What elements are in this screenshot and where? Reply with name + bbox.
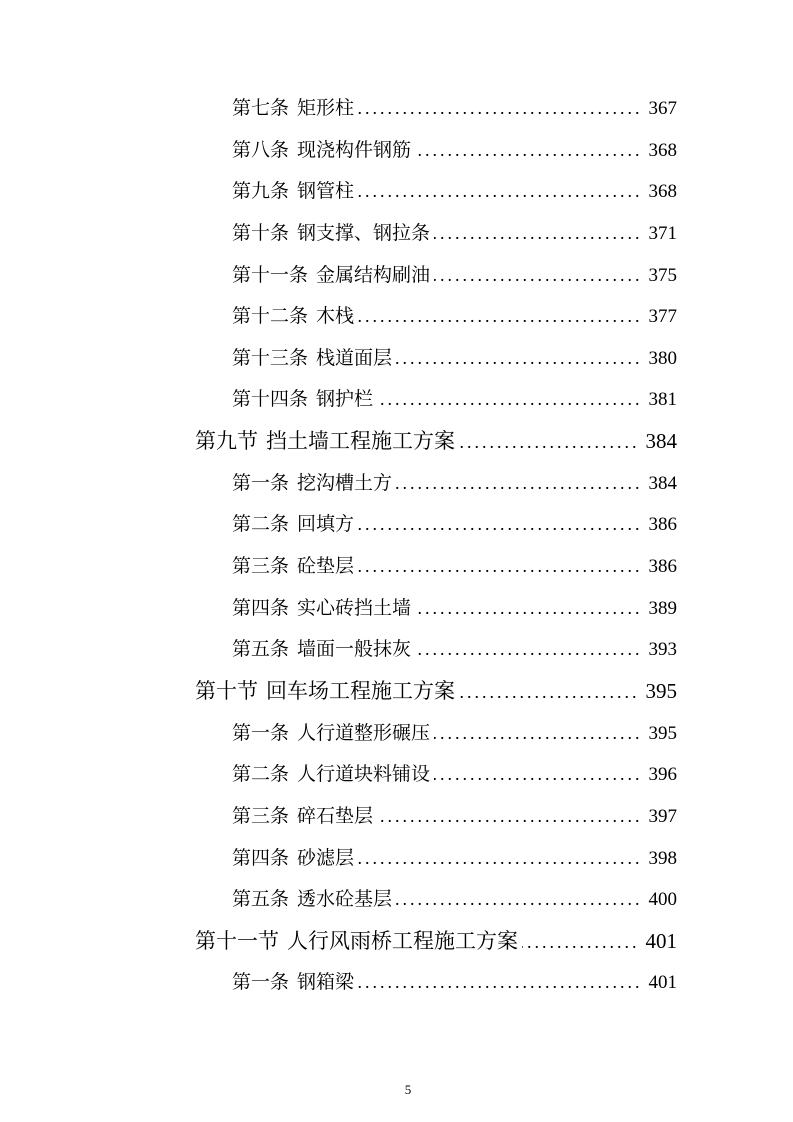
toc-entry-label: 第十一条: [232, 264, 309, 286]
toc-entry-page-number: 398: [648, 847, 677, 869]
toc-entry: [195, 171, 677, 213]
toc-entry-page-number: 401: [645, 928, 677, 953]
toc-entry: [195, 629, 677, 671]
dot-leader: [358, 88, 642, 130]
toc-entry-label: 第一条: [232, 722, 290, 744]
dot-leader: [434, 754, 642, 796]
dot-leader: [358, 171, 642, 213]
toc-entry: [195, 213, 677, 255]
toc-entry-title: 砼垫层: [297, 556, 355, 578]
dot-leader: [377, 796, 642, 838]
toc-entry-title: 实心砖挡土墙: [297, 597, 412, 619]
toc-entry-page-number: 389: [648, 597, 677, 619]
toc-entry-title: 挡土墙工程施工方案: [266, 429, 455, 454]
toc-entry-title: 砂滤层: [297, 847, 355, 869]
toc-entry-page-number: 384: [648, 472, 677, 494]
toc-entry-page-number: 393: [648, 639, 677, 661]
toc-entry-page-number: 400: [648, 889, 677, 911]
toc-entry-title: 回填方: [297, 514, 355, 536]
toc-entry-page-number: 380: [648, 347, 677, 369]
toc-entry: [195, 130, 677, 172]
toc-entry-title: 透水砼基层: [297, 889, 393, 911]
toc-entry: [195, 921, 677, 963]
toc-entry-label: 第一条: [232, 472, 290, 494]
table-of-contents: [195, 88, 677, 1004]
toc-entry: [195, 379, 677, 421]
toc-entry-page-number: 368: [648, 139, 677, 161]
dot-leader: [434, 255, 642, 297]
toc-entry-label: 第二条: [232, 514, 290, 536]
toc-entry-label: 第三条: [232, 556, 290, 578]
toc-entry-page-number: 386: [648, 514, 677, 536]
toc-entry-label: 第五条: [232, 889, 290, 911]
footer-page-number: 5: [404, 1082, 412, 1097]
toc-entry-title: 金属结构刷油: [316, 264, 431, 286]
toc-entry: [195, 88, 677, 130]
toc-entry: [195, 296, 677, 338]
toc-entry-page-number: 368: [648, 181, 677, 203]
toc-entry: [195, 255, 677, 297]
toc-entry-page-number: 395: [648, 722, 677, 744]
toc-entry-title: 钢护栏: [316, 389, 374, 411]
toc-entry-page-number: 371: [648, 222, 677, 244]
toc-entry: [195, 546, 677, 588]
dot-leader: [396, 338, 642, 380]
dot-leader: [358, 962, 642, 1004]
toc-entry-title: 钢箱梁: [297, 972, 355, 994]
toc-entry-label: 第十条: [232, 222, 290, 244]
toc-entry-title: 木栈: [316, 306, 355, 328]
toc-entry-label: 第十节: [195, 678, 258, 703]
toc-entry-label: 第四条: [232, 597, 290, 619]
toc-entry-label: 第九节: [195, 429, 258, 454]
toc-entry-label: 第九条: [232, 181, 290, 203]
toc-entry-label: 第三条: [232, 805, 290, 827]
toc-entry-label: 第十三条: [232, 347, 309, 369]
toc-entry-label: 第十一节: [195, 928, 279, 953]
toc-entry: [195, 421, 677, 463]
toc-entry-title: 墙面一般抹灰: [297, 639, 412, 661]
toc-entry-label: 第一条: [232, 972, 290, 994]
dot-leader: [415, 130, 642, 172]
toc-entry-label: 第五条: [232, 639, 290, 661]
dot-leader: [459, 671, 640, 714]
dot-leader: [459, 421, 640, 464]
dot-leader: [434, 213, 642, 255]
dot-leader: [415, 629, 642, 671]
toc-entry-page-number: 375: [648, 264, 677, 286]
toc-entry-title: 栈道面层: [316, 347, 393, 369]
toc-entry: [195, 879, 677, 921]
toc-entry-page-number: 397: [648, 805, 677, 827]
toc-entry-title: 碎石垫层: [297, 805, 374, 827]
toc-entry: [195, 754, 677, 796]
toc-entry: [195, 338, 677, 380]
toc-entry-label: 第八条: [232, 139, 290, 161]
toc-entry-page-number: 386: [648, 556, 677, 578]
dot-leader: [396, 879, 642, 921]
toc-entry-title: 钢支撑、钢拉条: [297, 222, 431, 244]
dot-leader: [358, 546, 642, 588]
dot-leader: [377, 379, 642, 421]
toc-entry: [195, 838, 677, 880]
toc-entry-label: 第七条: [232, 98, 290, 119]
toc-entry: [195, 588, 677, 630]
toc-entry-page-number: 381: [648, 389, 677, 411]
toc-entry-title: 人行道整形碾压: [297, 722, 431, 744]
toc-entry-label: 第十四条: [232, 389, 309, 411]
dot-leader: [522, 921, 640, 964]
toc-entry-page-number: 395: [645, 678, 677, 703]
dot-leader: [358, 296, 642, 338]
toc-entry: [195, 962, 677, 1004]
toc-entry-title: 现浇构件钢筋: [297, 139, 412, 161]
toc-entry-page-number: 396: [648, 764, 677, 786]
toc-entry: [195, 796, 677, 838]
toc-entry-label: 第二条: [232, 764, 290, 786]
toc-entry-label: 第四条: [232, 847, 290, 869]
dot-leader: [358, 504, 642, 546]
toc-entry-title: 人行道块料铺设: [297, 764, 431, 786]
toc-entry-title: 钢管柱: [297, 181, 355, 203]
toc-entry-page-number: 401: [648, 972, 677, 994]
dot-leader: [434, 713, 642, 755]
toc-entry: [195, 504, 677, 546]
toc-entry-label: 第十二条: [232, 306, 309, 328]
toc-entry-page-number: 367: [648, 98, 677, 119]
toc-entry: [195, 671, 677, 713]
dot-leader: [358, 838, 642, 880]
toc-entry-title: 回车场工程施工方案: [266, 678, 455, 703]
dot-leader: [415, 588, 642, 630]
toc-entry-title: 挖沟槽土方: [297, 472, 393, 494]
toc-entry-page-number: 384: [645, 429, 677, 454]
toc-entry-title: 人行风雨桥工程施工方案: [287, 928, 518, 953]
toc-entry-page-number: 377: [648, 306, 677, 328]
dot-leader: [396, 463, 642, 505]
toc-entry: [195, 463, 677, 505]
toc-entry: [195, 713, 677, 755]
toc-entry-title: 矩形柱: [297, 98, 355, 119]
